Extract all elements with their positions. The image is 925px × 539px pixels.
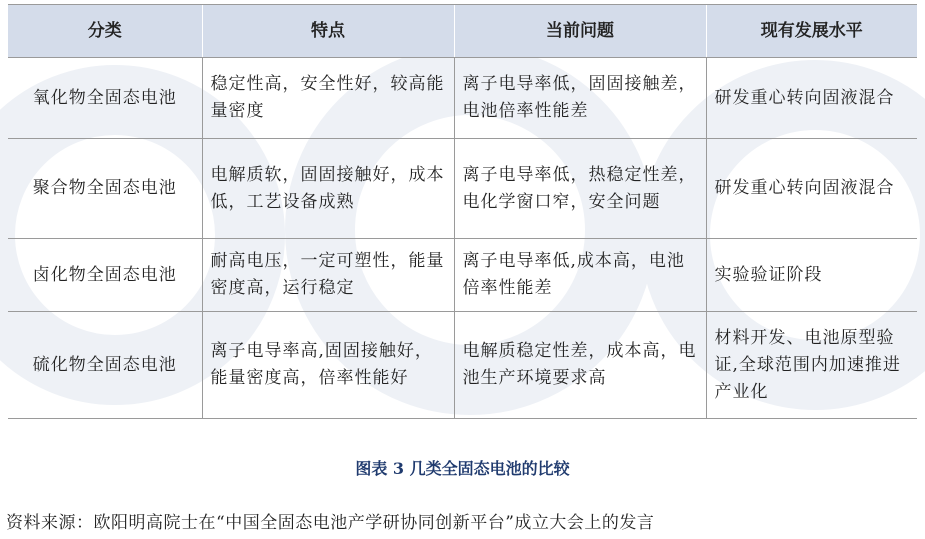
cell-development-level: 实验验证阶段 xyxy=(706,239,917,312)
cell-category: 氧化物全固态电池 xyxy=(8,58,202,139)
cell-features: 稳定性高，安全性好，较高能量密度 xyxy=(202,58,454,139)
source-note: 资料来源：欧阳明高院士在“中国全固态电池产学研协同创新平台”成立大会上的发言 xyxy=(6,513,655,533)
table-row xyxy=(8,139,917,239)
table-row xyxy=(8,58,917,139)
header-features: 特点 xyxy=(202,5,454,58)
cell-development-level: 材料开发、电池原型验证,全球范围内加速推进产业化 xyxy=(706,312,917,419)
table-header-row xyxy=(8,5,917,58)
header-category: 分类 xyxy=(8,5,202,58)
cell-development-level: 研发重心转向固液混合 xyxy=(706,58,917,139)
table-row xyxy=(8,312,917,419)
cell-features: 离子电导率高,固固接触好，能量密度高，倍率性能好 xyxy=(202,312,454,419)
cell-current-issues: 电解质稳定性差，成本高，电池生产环境要求高 xyxy=(454,312,706,419)
cell-category: 硫化物全固态电池 xyxy=(8,312,202,419)
header-current-issues: 当前问题 xyxy=(454,5,706,58)
cell-current-issues: 离子电导率低,成本高，电池倍率性能差 xyxy=(454,239,706,312)
comparison-table xyxy=(8,4,917,419)
cell-category: 聚合物全固态电池 xyxy=(8,139,202,239)
table-row xyxy=(8,239,917,312)
cell-features: 电解质软，固固接触好，成本低，工艺设备成熟 xyxy=(202,139,454,239)
cell-current-issues: 离子电导率低，固固接触差，电池倍率性能差 xyxy=(454,58,706,139)
cell-category: 卤化物全固态电池 xyxy=(8,239,202,312)
header-development-level: 现有发展水平 xyxy=(706,5,917,58)
cell-current-issues: 离子电导率低，热稳定性差，电化学窗口窄，安全问题 xyxy=(454,139,706,239)
cell-development-level: 研发重心转向固液混合 xyxy=(706,139,917,239)
cell-features: 耐高电压，一定可塑性，能量密度高，运行稳定 xyxy=(202,239,454,312)
figure-caption: 图表 3 几类全固态电池的比较 xyxy=(355,459,570,478)
